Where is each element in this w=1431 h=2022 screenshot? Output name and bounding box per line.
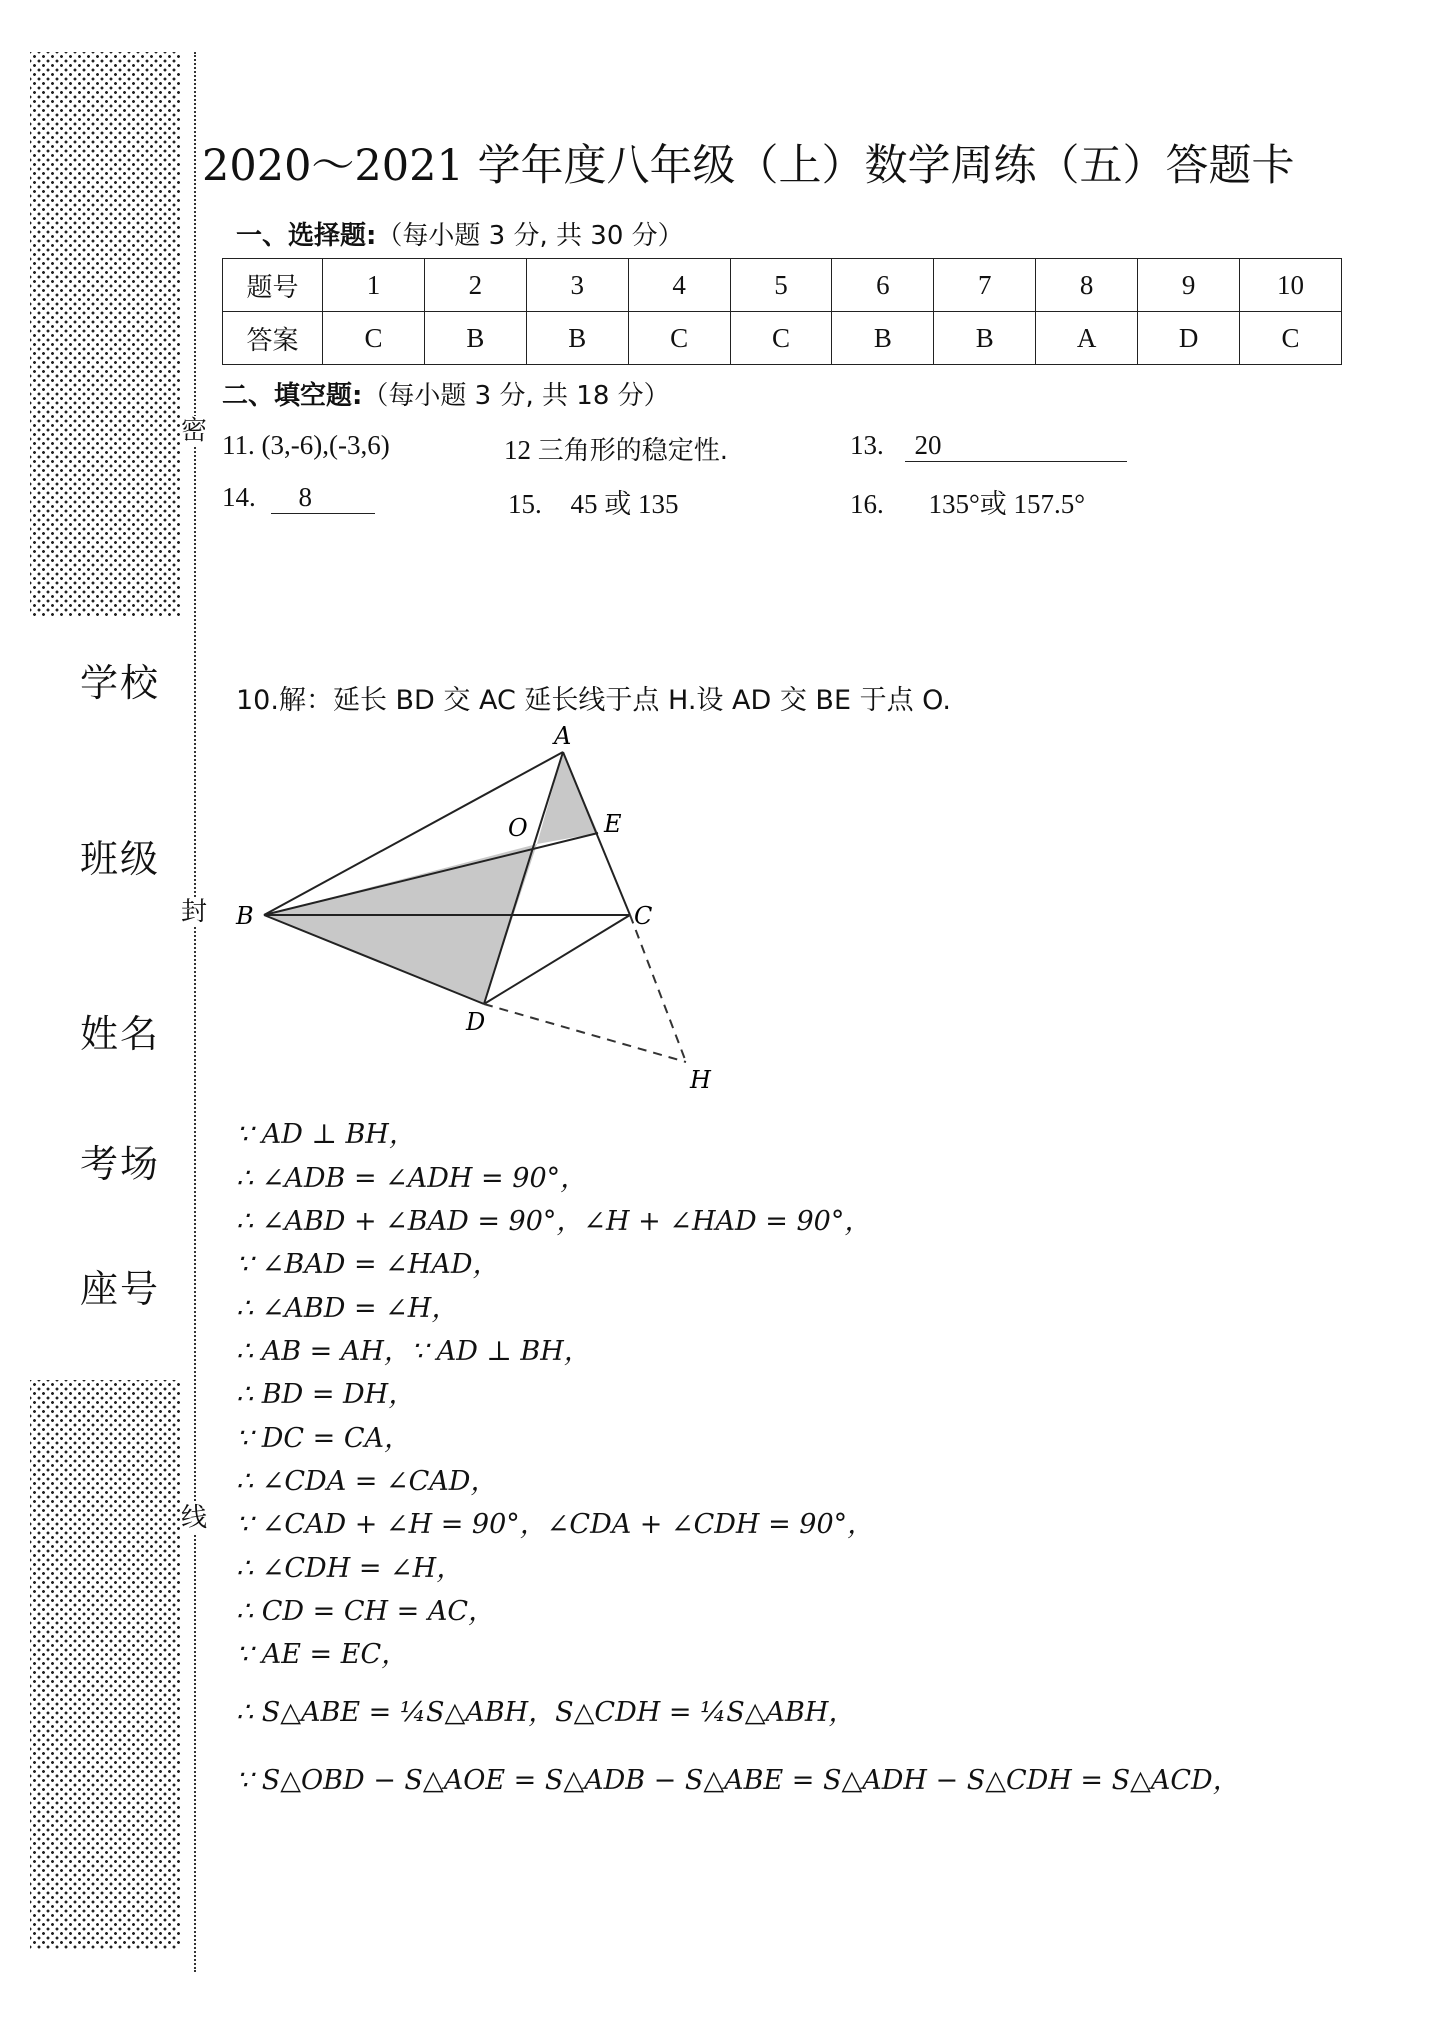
answer-cell: C xyxy=(628,312,730,365)
solution-step: ∵ AD ⊥ BH， xyxy=(236,1119,416,1150)
table-row-numbers xyxy=(223,259,1342,312)
q13-answer: 20 xyxy=(905,430,1127,462)
solution-step: ∴ CD = CH = AC， xyxy=(236,1596,496,1627)
answer-cell: D xyxy=(1138,312,1240,365)
seal-char-xian: 线 xyxy=(180,1503,207,1533)
question-number: 3 xyxy=(526,259,628,312)
answer-cell: B xyxy=(424,312,526,365)
q14-number: 14. xyxy=(222,482,256,512)
q13-number: 13. xyxy=(850,430,884,460)
page-title: 2020～2021 学年度八年级（上）数学周练（五）答题卡 xyxy=(202,141,1295,191)
seal-char-feng: 封 xyxy=(180,897,207,927)
question-number: 5 xyxy=(730,259,832,312)
solution-step: ∵ ∠BAD = ∠HAD， xyxy=(236,1249,500,1280)
section2-heading-text: 二、填空题: xyxy=(222,381,363,411)
shaded-triangle-obd xyxy=(264,844,537,1004)
section1-heading-text: 一、选择题: xyxy=(236,221,377,251)
solution-step: ∴ BD = DH， xyxy=(236,1379,416,1410)
q12-answer: 三角形的稳定性. xyxy=(537,436,729,466)
fill-q15 xyxy=(508,482,679,521)
binding-hatch-top xyxy=(30,52,180,616)
label-h: H xyxy=(690,1066,711,1094)
answer-cell: C xyxy=(730,312,832,365)
q11-number: 11. xyxy=(222,430,255,460)
label-b: B xyxy=(236,902,254,930)
question-number: 1 xyxy=(323,259,425,312)
answer-cell: A xyxy=(1036,312,1138,365)
solution-step: ∵ AE = EC， xyxy=(236,1639,409,1670)
answer-cell: B xyxy=(934,312,1036,365)
fill-q11 xyxy=(222,430,390,461)
solution-step: ∴ ∠ADB = ∠ADH = 90°， xyxy=(236,1163,588,1194)
question-number: 6 xyxy=(832,259,934,312)
fill-q13 xyxy=(850,430,1127,462)
solution-step: ∴ ∠CDH = ∠H， xyxy=(236,1553,464,1584)
question-number: 9 xyxy=(1138,259,1240,312)
segment-ch-dashed xyxy=(630,915,686,1062)
solution-step: ∴ S△ABE = ¼S△ABH，S△CDH = ¼S△ABH， xyxy=(236,1697,856,1728)
shaded-triangle-aoe xyxy=(537,752,598,844)
field-exam-room: 考场 xyxy=(80,1142,161,1186)
fill-q14 xyxy=(222,482,375,514)
q16-number: 16. xyxy=(850,489,884,519)
answer-cell: B xyxy=(832,312,934,365)
binding-dotted-line xyxy=(194,52,196,1972)
label-e: E xyxy=(604,810,622,838)
field-seat-number: 座号 xyxy=(80,1267,161,1311)
question-number: 10 xyxy=(1240,259,1342,312)
table-row-answers xyxy=(223,312,1342,365)
solution-step: ∴ ∠CDA = ∠CAD， xyxy=(236,1466,498,1497)
field-class: 班级 xyxy=(80,837,161,881)
section2-note: （每小题 3 分, 共 18 分） xyxy=(362,381,670,411)
q14-answer: 8 xyxy=(271,482,375,514)
binding-hatch-bottom xyxy=(30,1380,180,1950)
answer-table xyxy=(222,258,1342,365)
solution-intro: 10.解：延长 BD 交 AC 延长线于点 H.设 AD 交 BE 于点 O. xyxy=(236,685,951,716)
row-label-question: 题号 xyxy=(223,259,323,312)
section2-heading xyxy=(222,375,670,412)
field-name: 姓名 xyxy=(80,1012,161,1056)
label-o: O xyxy=(508,814,528,842)
seal-char-mi: 密 xyxy=(180,416,207,446)
q15-answer: 45 或 135 xyxy=(570,489,679,519)
label-a: A xyxy=(554,722,572,750)
question-number: 4 xyxy=(628,259,730,312)
label-d: D xyxy=(466,1008,486,1036)
field-school: 学校 xyxy=(80,661,161,705)
answer-cell: B xyxy=(526,312,628,365)
solution-step: ∴ ∠ABD = ∠H， xyxy=(236,1293,459,1324)
geometry-figure xyxy=(226,716,746,1096)
answer-cell: C xyxy=(323,312,425,365)
q12-number: 12 xyxy=(504,435,531,465)
q15-number: 15. xyxy=(508,489,542,519)
answer-cell: C xyxy=(1240,312,1342,365)
solution-step: ∵ DC = CA， xyxy=(236,1423,412,1454)
q16-answer: 135°或 157.5° xyxy=(928,489,1086,519)
section1-note: （每小题 3 分, 共 30 分） xyxy=(376,221,684,251)
solution-step: ∵ ∠CAD + ∠H = 90°，∠CDA + ∠CDH = 90°， xyxy=(236,1509,875,1540)
question-number: 8 xyxy=(1036,259,1138,312)
solution-step: ∵ S△OBD − S△AOE = S△ADB − S△ABE = S△ADH − S△CDH = S△ACD， xyxy=(236,1765,1240,1796)
label-c: C xyxy=(634,902,653,930)
fill-q12 xyxy=(504,430,728,467)
question-number: 2 xyxy=(424,259,526,312)
solution-step: ∴ ∠ABD + ∠BAD = 90°，∠H + ∠HAD = 90°， xyxy=(236,1206,872,1237)
q11-answer: (3,-6),(-3,6) xyxy=(261,430,390,460)
solution-step: ∴ AB = AH，∵ AD ⊥ BH， xyxy=(236,1336,591,1367)
section1-heading xyxy=(236,215,684,252)
segment-dh-dashed xyxy=(484,1004,686,1062)
question-number: 7 xyxy=(934,259,1036,312)
row-label-answer: 答案 xyxy=(223,312,323,365)
fill-q16 xyxy=(850,482,1085,521)
